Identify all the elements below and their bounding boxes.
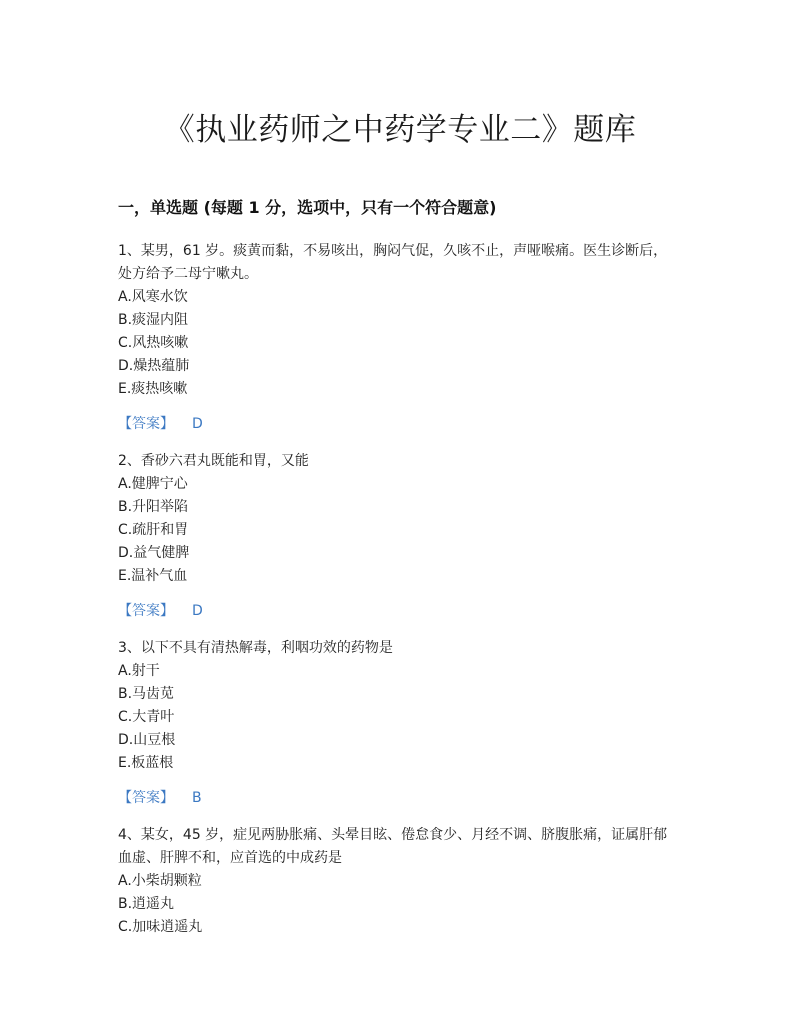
answer-label: 【答案】: [118, 790, 174, 806]
option-d: D.山豆根: [118, 732, 176, 748]
question-stem-line: 1、某男，61 岁。痰黄而黏，不易咳出，胸闷气促，久咳不止，声哑喉痛。医生诊断后，: [118, 243, 668, 259]
option-a: A.射干: [118, 663, 160, 679]
answer-label: 【答案】: [118, 416, 174, 432]
option-a: A.健脾宁心: [118, 476, 188, 492]
answer-line: [118, 600, 688, 623]
option-b: B.逍遥丸: [118, 896, 175, 912]
option-c: C.加味逍遥丸: [118, 919, 203, 935]
answer-label: 【答案】: [118, 603, 174, 619]
question-item: [118, 240, 688, 436]
answer-value: D: [192, 603, 203, 619]
option-e: E.温补气血: [118, 568, 188, 584]
option-b: B.痰湿内阻: [118, 312, 189, 328]
question-stem-line: 4、某女，45 岁，症见两胁胀痛、头晕目眩、倦怠食少、月经不调、脐腹胀痛，证属肝郁: [118, 827, 668, 843]
section-heading: 一，单选题 (每题 1 分，选项中，只有一个符合题意): [118, 198, 497, 217]
option-c: C.疏肝和胃: [118, 522, 189, 538]
answer-line: [118, 413, 688, 436]
option-a: A.风寒水饮: [118, 289, 188, 305]
question-stem-line: 3、以下不具有清热解毒，利咽功效的药物是: [118, 640, 393, 656]
answer-value: D: [192, 416, 203, 432]
question-stem-line: 处方给予二母宁嗽丸。: [118, 266, 258, 282]
option-c: C.大青叶: [118, 709, 175, 725]
option-e: E.痰热咳嗽: [118, 381, 188, 397]
answer-value: B: [192, 790, 202, 806]
document-title: 《执业药师之中药学专业二》题库: [163, 112, 637, 148]
answer-line: [118, 787, 688, 810]
option-a: A.小柴胡颗粒: [118, 873, 202, 889]
question-stem-line: 2、香砂六君丸既能和胃，又能: [118, 453, 309, 469]
option-c: C.风热咳嗽: [118, 335, 189, 351]
question-list: [118, 240, 688, 939]
option-e: E.板蓝根: [118, 755, 174, 771]
option-b: B.马齿苋: [118, 686, 175, 702]
question-item: [118, 637, 688, 810]
question-stem-line: 血虚、肝脾不和，应首选的中成药是: [118, 850, 342, 866]
option-d: D.燥热蕴肺: [118, 358, 190, 374]
option-d: D.益气健脾: [118, 545, 190, 561]
question-item: [118, 824, 688, 939]
option-b: B.升阳举陷: [118, 499, 189, 515]
question-item: [118, 450, 688, 623]
